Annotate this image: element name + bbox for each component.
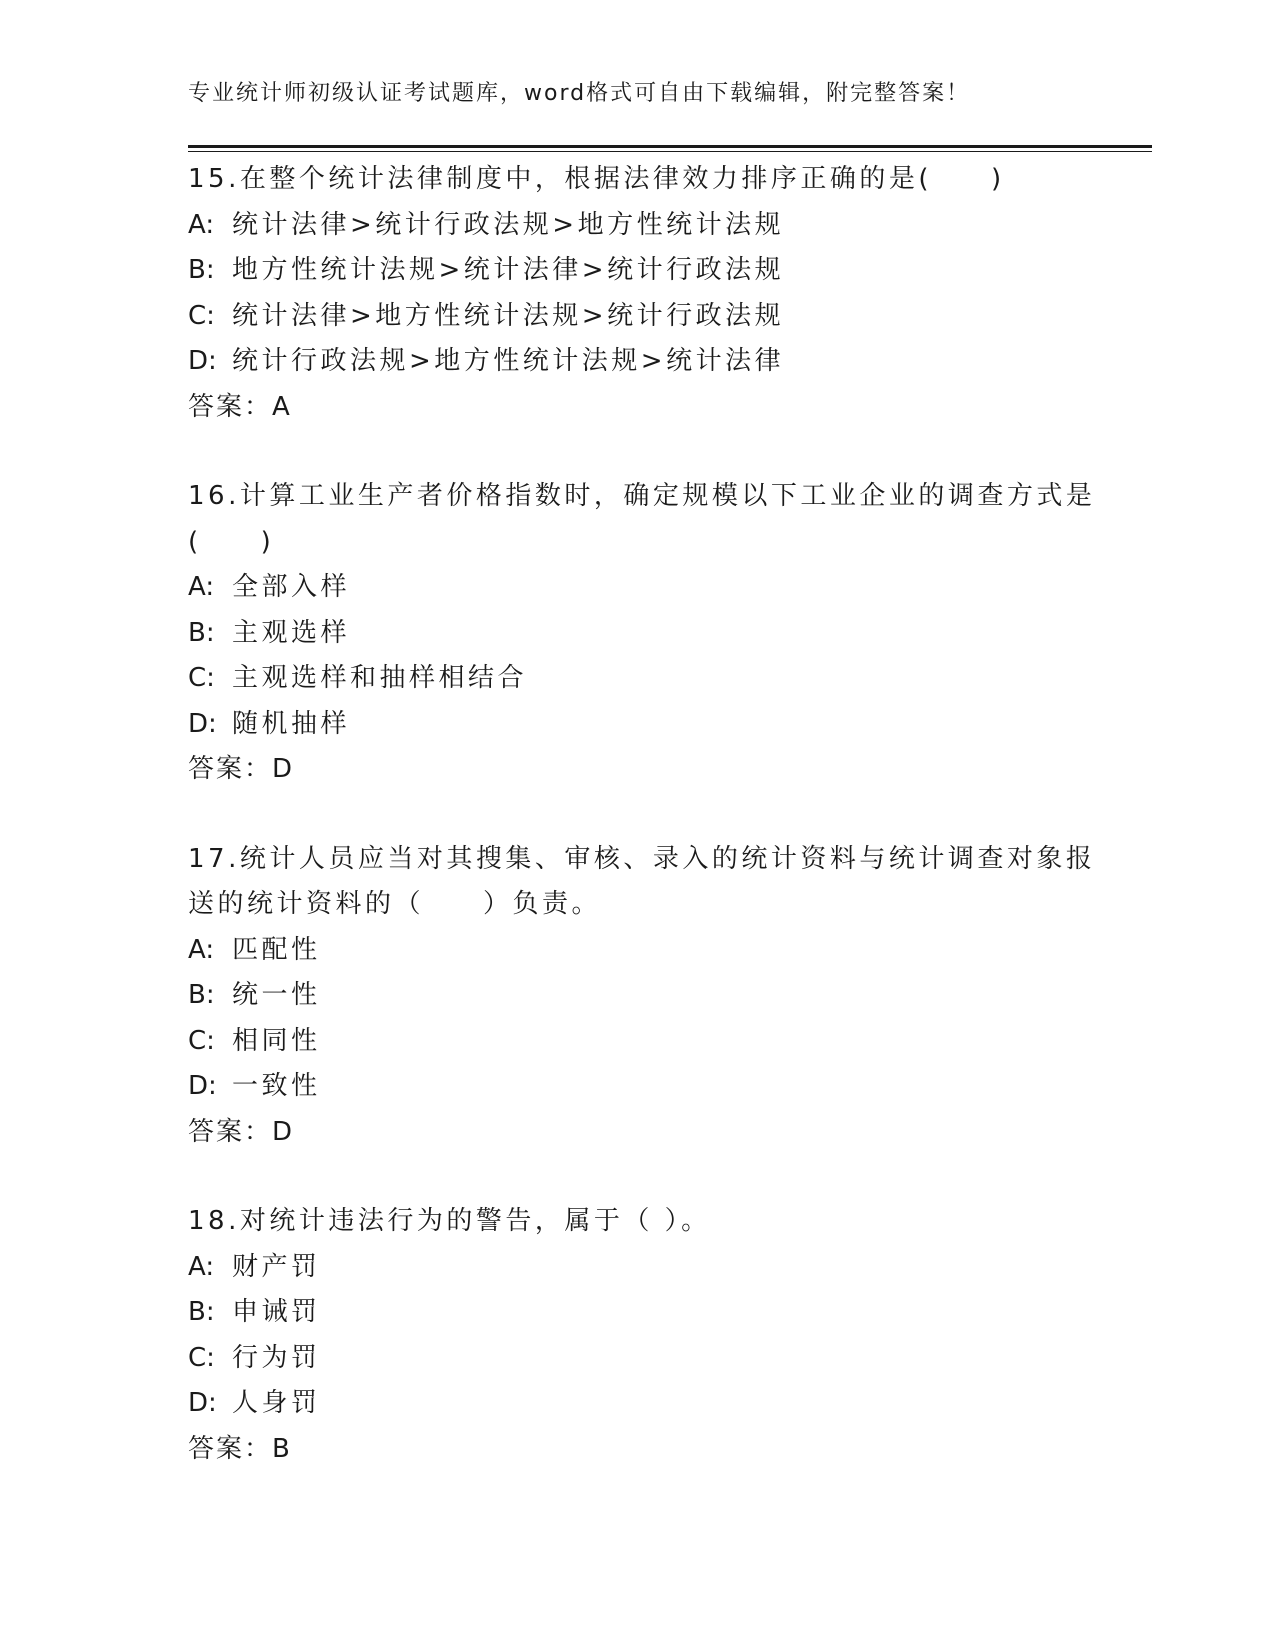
answer: 答案：B: [188, 1433, 292, 1464]
option-d: [188, 1064, 1088, 1110]
option-text: 随机抽样: [232, 708, 351, 739]
option-letter: B:: [188, 255, 215, 285]
option-letter: A:: [188, 1251, 215, 1282]
option-letter: D:: [188, 1388, 217, 1418]
question-stem: 17.统计人员应当对其搜集、审核、录入的统计资料与统计调查对象报: [188, 843, 1096, 874]
option-text: 行为罚: [232, 1342, 321, 1373]
answer: 答案：D: [188, 754, 295, 784]
option-letter: B:: [188, 617, 215, 648]
option-a: [188, 1245, 1088, 1291]
option-text: 一致性: [232, 1071, 321, 1101]
header-rule-thin: [188, 151, 1152, 152]
question-16: [188, 474, 1096, 793]
option-b: [188, 611, 1088, 657]
question-stem: 15.在整个统计法律制度中，根据法律效力排序正确的是( ): [188, 164, 1005, 194]
option-d: [188, 339, 1088, 385]
option-text: 统一性: [232, 980, 321, 1010]
answer: 答案：A: [188, 391, 292, 422]
question-17: [188, 837, 1096, 1156]
option-text: 主观选样: [232, 617, 351, 648]
option-d: [188, 702, 1088, 748]
option-c: [188, 1019, 1088, 1065]
option-c: [188, 1336, 1088, 1382]
option-d: [188, 1381, 1088, 1427]
option-text: 统计法律>地方性统计法规>统计行政法规: [232, 300, 785, 331]
option-letter: C:: [188, 300, 215, 331]
option-text: 统计法律>统计行政法规>地方性统计法规: [232, 209, 785, 240]
header-rule-thick: [188, 145, 1152, 148]
option-b: [188, 973, 1088, 1019]
option-text: 主观选样和抽样相结合: [232, 663, 528, 693]
option-letter: D:: [188, 708, 217, 739]
option-c: [188, 656, 1088, 702]
option-a: [188, 203, 1088, 249]
question-stem: 18.对统计违法行为的警告，属于（ ）。: [188, 1206, 711, 1236]
option-a: [188, 928, 1088, 974]
option-letter: A:: [188, 572, 215, 602]
option-letter: B:: [188, 1297, 215, 1327]
option-text: 地方性统计法规>统计法律>统计行政法规: [232, 255, 785, 285]
question-list: [188, 157, 1096, 1516]
option-letter: C:: [188, 1342, 215, 1373]
question-15: [188, 157, 1088, 430]
option-text: 全部入样: [232, 572, 351, 602]
option-text: 匹配性: [232, 934, 321, 965]
question-stem: 16.计算工业生产者价格指数时，确定规模以下工业企业的调查方式是: [188, 481, 1096, 511]
option-letter: A:: [188, 934, 215, 965]
question-stem-continued: 送的统计资料的（ ）负责。: [188, 889, 602, 919]
option-letter: D:: [188, 1071, 217, 1101]
option-letter: D:: [188, 346, 217, 376]
option-letter: C:: [188, 1025, 215, 1056]
option-text: 统计行政法规>地方性统计法规>统计法律: [232, 346, 785, 376]
option-text: 人身罚: [232, 1388, 321, 1418]
option-text: 财产罚: [232, 1251, 321, 1282]
option-letter: C:: [188, 663, 215, 693]
question-stem-continued: ( ): [188, 526, 275, 557]
question-18: [188, 1199, 1088, 1472]
answer: 答案：D: [188, 1116, 295, 1147]
option-b: [188, 248, 1088, 294]
option-c: [188, 294, 1088, 340]
option-letter: B:: [188, 980, 215, 1010]
option-a: [188, 565, 1088, 611]
option-text: 相同性: [232, 1025, 321, 1056]
option-text: 申诫罚: [232, 1297, 321, 1327]
option-letter: A:: [188, 209, 215, 240]
page-header: 专业统计师初级认证考试题库，word格式可自由下载编辑，附完整答案！: [188, 81, 971, 106]
option-b: [188, 1290, 1088, 1336]
